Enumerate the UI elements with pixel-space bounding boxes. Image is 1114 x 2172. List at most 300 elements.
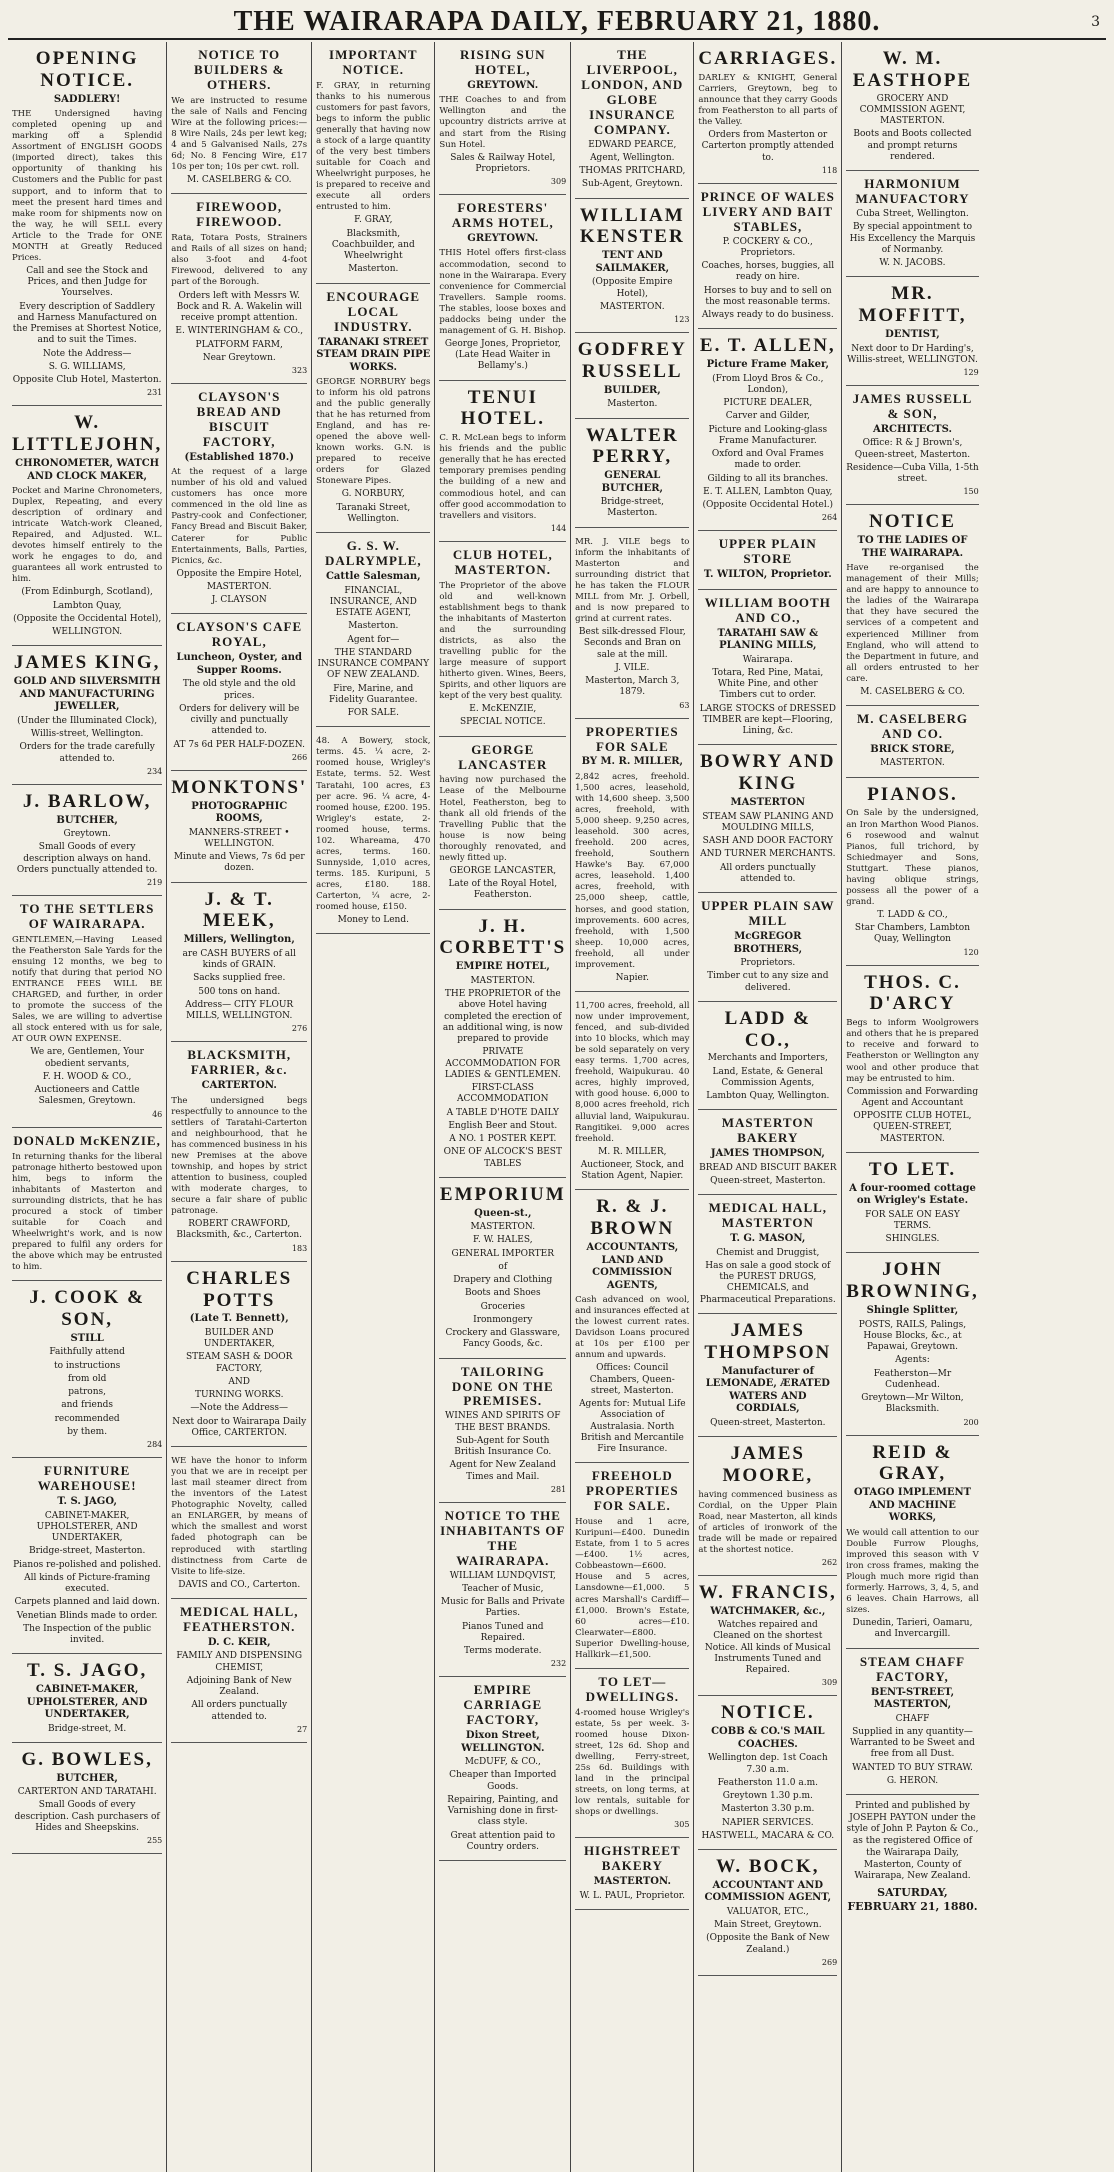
ad-reference-number: 281	[550, 1484, 567, 1494]
ad-line: By special appointment to His Excellency the Marquis of Normanby.	[849, 222, 976, 255]
ad-line: Merchants and Importers,	[707, 1053, 828, 1064]
ad-body: 4-roomed house Wrigley's estate, 5s per week. 3-roomed house Dixon-street, 12s 6d. Shop and dwelling, Ferry-street, 25s 6d. Buildings with land in the principal streets, on long terms, at low rentals, suitable for shops or dwellings.	[575, 1707, 690, 1818]
ad-title: MR. MOFFITT,	[858, 283, 967, 327]
ad-line: HASTWELL, MACARA & CO.	[701, 1830, 835, 1841]
ad-subtitle: Dixon Street, WELLINGTON.	[461, 1730, 545, 1754]
ad-line: Blacksmith, Coachbuilder, and Wheelwright	[331, 228, 415, 262]
ad-body: WE have the honor to inform you that we are in receipt per last mail steamer direct from the inventors of the Latest Photographic Novelty, called an ENLARGER, by means of which the smallest and worst faded photograph can be reproduced with startling distinctness from Carte de Visite to life-size.	[171, 1456, 308, 1577]
ad-subtitle: BRICK STORE,	[870, 743, 955, 755]
ad-line: Boots and Shoes	[464, 1288, 541, 1299]
column-6	[694, 42, 842, 2172]
ad-line: Bridge-street, Masterton.	[28, 1546, 146, 1557]
advertisement	[439, 1178, 566, 1359]
ad-line: EDWARD PEARCE,	[588, 139, 677, 150]
ad-line: P. COCKERY & CO., Proprietors.	[722, 236, 813, 258]
ad-line: Orders for delivery will be civilly and punctually attended to.	[179, 703, 300, 737]
ad-line: Masterton 3.30 p.m.	[721, 1804, 815, 1815]
ad-line: Pianos Tuned and Repaired.	[462, 1621, 544, 1643]
ad-title: LADD & CO.,	[724, 1007, 812, 1051]
ad-line: Terms moderate.	[464, 1646, 542, 1657]
advertisement	[12, 1743, 162, 1854]
ad-title: W. M. EASTHOPE	[852, 48, 973, 91]
ad-body: At the request of a large number of his old and valued customers has once more commenced in the old line as Pastry-cook and Confectioner, Fancy Bread and Biscuit Baker, Caterer for Public Entertainments, Balls, Parties, Picnics, &c.	[171, 467, 308, 566]
ad-line: Dunedin, Tarieri, Oamaru, and Invercargill.	[852, 1618, 973, 1640]
ad-title: HARMONIUM MANUFACTORY	[855, 176, 970, 207]
ad-line: DAVIS and CO., Carterton.	[178, 1579, 301, 1590]
ad-reference-number: 63	[679, 700, 690, 710]
ad-subtitle: Manufacturer of LEMONADE, ÆRATED WATERS AND CORDIALS,	[705, 1365, 830, 1415]
ad-line: Residence—Cuba Villa, 1-5th street.	[846, 462, 979, 485]
ad-line: BREAD AND BISCUIT BAKER	[699, 1162, 837, 1173]
ad-line: (From Edinburgh, Scotland),	[21, 587, 153, 598]
ad-title: GEORGE LANCASTER	[458, 741, 548, 772]
advertisement	[171, 384, 307, 614]
advertisement	[171, 1447, 307, 1599]
ad-line: Orders left with Messrs W. Bock and R. A. Wakelin will receive prompt attention.	[176, 290, 302, 323]
advertisement	[698, 184, 837, 330]
ad-line: McDUFF, & CO.,	[464, 1757, 541, 1768]
ad-title: MEDICAL HALL, MASTERTON	[708, 1200, 828, 1231]
ad-subtitle: Millers, Wellington,	[183, 934, 295, 946]
ad-line: Commission and Forwarding Agent and Accountant	[846, 1086, 979, 1108]
ad-title: FREEHOLD PROPERTIES FOR SALE.	[585, 1468, 679, 1514]
advertisement	[846, 505, 979, 706]
ad-line: (Opposite the Bank of New Zealand.)	[706, 1933, 830, 1955]
advertisement	[575, 1463, 689, 1668]
ad-line: to instructions	[54, 1360, 121, 1371]
ad-line: Fire, Marine, and Fidelity Guarantee.	[329, 683, 418, 705]
ad-line: Always ready to do business.	[701, 310, 834, 321]
advertisement	[171, 883, 307, 1043]
ad-line: SHINGLES.	[885, 1234, 940, 1245]
advertisement	[439, 737, 566, 910]
ad-subtitle: A four-roomed cottage on Wrigley's Estate.	[849, 1182, 976, 1207]
ad-line: GENERAL IMPORTER	[451, 1248, 555, 1259]
ad-line: MASTERTON.	[206, 581, 272, 592]
advertisement	[316, 42, 430, 284]
ad-reference-number: 120	[963, 947, 979, 957]
ad-subtitle: COBB & CO.'S MAIL COACHES.	[711, 1726, 825, 1750]
ad-line: Sacks supplied free.	[193, 973, 286, 984]
ad-subtitle: PHOTOGRAPHIC ROOMS,	[191, 800, 288, 825]
ad-subtitle: (Late T. Bennett),	[189, 1313, 289, 1325]
ad-subtitle: TO THE LADIES OF THE WAIRARAPA.	[857, 535, 968, 559]
ad-line: Star Chambers, Lambton Quay, Wellington	[854, 923, 971, 945]
ad-line: Proprietors.	[740, 958, 796, 969]
ad-title: DONALD McKENZIE,	[13, 1132, 161, 1148]
advertisement	[698, 745, 837, 893]
ad-line: Greytown—Mr Wilton, Blacksmith.	[861, 1393, 964, 1415]
ad-title: NOTICE.	[720, 1702, 815, 1724]
ad-line: J. VILE.	[615, 662, 650, 673]
advertisement	[575, 992, 689, 1190]
masthead-title: THE WAIRARAPA DAILY, FEBRUARY 21, 1880.	[233, 6, 881, 37]
ad-title: TO LET—DWELLINGS.	[585, 1673, 680, 1704]
ad-line: LARGE STOCKS of DRESSED TIMBER are kept—Flooring, Lining, &c.	[699, 703, 836, 737]
ad-reference-number: 27	[296, 1724, 308, 1734]
ad-subtitle: BUILDER,	[603, 384, 661, 396]
ad-line: Lambton Quay, Wellington.	[706, 1091, 830, 1102]
ad-line: Horses to buy and to sell on the most reasonable terms.	[703, 285, 832, 307]
ad-line: MANNERS-STREET • WELLINGTON.	[188, 827, 290, 849]
ad-line: Greytown 1.30 p.m.	[722, 1791, 813, 1802]
advertisement	[12, 896, 162, 1128]
ad-reference-number: 150	[963, 487, 979, 497]
ad-line: OPPOSITE CLUB HOTEL, QUEEN-STREET, MASTERTON.	[853, 1111, 972, 1144]
ad-line: Faithfully attend	[49, 1347, 125, 1358]
ad-line: NAPIER SERVICES.	[722, 1817, 814, 1828]
ad-body: 2,842 acres, freehold. 1,500 acres, leasehold, with 14,600 sheep. 3,500 acres, freehold, with 5,000 sheep. 9,250 acres, leasehold. 300 acres, freehold. 200 acres, freehold, Southern Hawke's Bay. 67,000 acres, leasehold. 1,400 acres, freehold, with 25,000 sheep, cattle, horses, and good station, improvements. 600 acres, freehold, with 1,500 sheep. 10,000 acres, freehold, all under improvement.	[575, 771, 690, 970]
ad-line: Supplied in any quantity—Warranted to be Sweet and free from all Dust.	[850, 1726, 975, 1760]
ad-line: SPECIAL NOTICE.	[459, 717, 546, 728]
issue-date: SATURDAY, FEBRUARY 21, 1880.	[847, 1885, 978, 1914]
advertisement	[575, 1669, 689, 1838]
ad-title: OPENING NOTICE.	[35, 48, 139, 91]
ad-line: Small Goods of every description always on hand. Orders punctually attended to.	[16, 842, 158, 875]
ad-title: M. CASELBERG AND CO.	[856, 710, 968, 741]
ad-line: F. W. HALES,	[473, 1235, 533, 1246]
ad-line: FAMILY AND DISPENSING CHEMIST,	[176, 1651, 303, 1673]
ad-line: Taranaki Street, Wellington.	[336, 502, 411, 524]
advertisement	[698, 1314, 837, 1437]
ad-line: AND TURNER MERCHANTS.	[700, 849, 836, 860]
ad-line: The old style and the old prices.	[182, 679, 296, 701]
advertisement	[171, 771, 307, 883]
ad-line: Sub-Agent, Greytown.	[581, 179, 683, 190]
ad-reference-number: 46	[152, 1109, 163, 1119]
ad-line: Best silk-dressed Flour, Seconds and Bran on sale at the mill.	[578, 627, 686, 660]
ad-subtitle: GENERAL BUTCHER,	[601, 470, 664, 494]
ad-line: patrons,	[68, 1387, 107, 1398]
advertisement	[846, 171, 979, 277]
advertisement	[575, 1838, 689, 1910]
ad-title: THOS. C. D'ARCY	[864, 971, 961, 1015]
ad-line: Cuba Street, Wellington.	[856, 209, 969, 220]
ad-body: Cash advanced on wool, and insurances effected at the lowest current rates. Davidson Loans procured at 10s per £100 per annum and upwards.	[575, 1295, 690, 1361]
ad-line: THOMAS PRITCHARD,	[579, 166, 686, 177]
ad-title: CLAYSON'S CAFE ROYAL,	[176, 619, 303, 650]
ad-line: E. T. ALLEN, Lambton Quay,	[703, 486, 833, 497]
advertisement	[846, 386, 979, 505]
ad-line: Coaches, horses, buggies, all ready on hire.	[701, 261, 835, 283]
ad-body: The undersigned begs respectfully to announce to the settlers of Taratahi-Carterton and neighbourhood, that he has commenced business in his new Premises at the above township, and hopes by strict attention to business, coupled with moderate charges, to secure a fair share of public patronage.	[171, 1095, 308, 1217]
ad-line: G. HERON.	[886, 1775, 939, 1786]
ad-line: —Note the Address—	[190, 1403, 289, 1414]
advertisement	[698, 1002, 837, 1111]
ad-line: All orders punctually attended to.	[719, 862, 816, 884]
ad-line: Venetian Blinds made to order.	[16, 1610, 158, 1621]
ad-title: CARRIAGES.	[698, 48, 838, 69]
advertisement	[171, 1599, 307, 1743]
ad-line: Money to Lend.	[337, 915, 409, 926]
ad-line: Sub-Agent for South British Insurance Co.	[454, 1435, 552, 1458]
ad-line: Next door to Dr Harding's, Willis-street, WELLINGTON.	[847, 343, 978, 365]
ad-title: WILLIAM BOOTH AND CO.,	[704, 594, 831, 625]
ad-body: Have re-organised the management of their Mills; and are happy to announce to the ladies of the Wairarapa that they have secured the services of a competent and experienced Milliner from England, who will attend to the Department in future, and all orders entrusted to her care.	[846, 563, 979, 684]
ad-title: PIANOS.	[867, 783, 958, 805]
ad-line: Bridge-street, M.	[47, 1723, 127, 1734]
advertisement	[698, 531, 837, 589]
ad-title: UPPER PLAIN STORE	[718, 536, 817, 567]
ad-line: TURNING WORKS.	[194, 1390, 284, 1401]
ad-line: Chemist and Druggist,	[716, 1247, 820, 1258]
ad-body: Rata, Totara Posts, Strainers and Rails of all sizes on hand; also 3-foot and 4-foot Firewood, delivered to any part of the Borough.	[171, 233, 308, 288]
column-3	[312, 42, 435, 2172]
ad-line: Small Goods of every description. Cash purchasers of Hides and Sheepskins.	[14, 1800, 160, 1833]
ad-title: TENUI HOTEL.	[460, 386, 545, 430]
ad-line: Auctioneer, Stock, and Station Agent, Napier.	[580, 1159, 684, 1182]
ad-title: HIGHSTREET BAKERY	[583, 1843, 681, 1874]
ad-line: Timber cut to any size and delivered.	[707, 971, 829, 993]
advertisement	[12, 1654, 162, 1743]
ad-line: Next door to Wairarapa Daily Office, CARTERTON.	[172, 1416, 307, 1438]
ad-title: JAMES RUSSELL & SON,	[852, 391, 973, 421]
advertisement	[12, 406, 162, 646]
ad-title: TO LET.	[868, 1158, 957, 1180]
ad-line: by them.	[67, 1426, 108, 1437]
ad-title: R. & J. BROWN	[590, 1196, 675, 1240]
ad-line: PICTURE DEALER,	[723, 398, 813, 409]
ad-subtitle: SADDLERY!	[53, 93, 121, 105]
advertisement	[846, 42, 979, 171]
ad-line: S. G. WILLIAMS,	[48, 361, 126, 372]
ad-line: STEAM SAW PLANING AND MOULDING MILLS,	[702, 811, 834, 833]
column-5	[571, 42, 694, 2172]
ad-reference-number: 264	[821, 513, 838, 523]
ad-line: GEORGE LANCASTER,	[449, 865, 557, 876]
ad-line: Sales & Railway Hotel, Proprietors.	[450, 152, 556, 174]
ad-line: Gilding to all its branches.	[707, 473, 829, 484]
ad-body: 11,700 acres, freehold, all now under improvement, fenced, and sub-divided into 10 blocks, which may be sold separately on very easy terms. 1,700 acres, freehold, Waipukurau. 40 acres, highly improved, with good house. 6,000 to 8,000 acres freehold, rich alluvial land, Waipukurau. Rangitikei. 9,000 acres freehold.	[575, 1001, 690, 1144]
ad-subtitle: ACCOUNTANTS, LAND AND COMMISSION AGENTS,	[586, 1242, 679, 1291]
ad-line: THE STANDARD INSURANCE COMPANY OF NEW ZEALAND.	[317, 647, 430, 681]
ad-title: THE LIVERPOOL, LONDON, AND GLOBE INSURANCE COMPANY.	[581, 47, 684, 137]
advertisement	[171, 1262, 307, 1447]
advertisement	[846, 1253, 979, 1435]
advertisement	[316, 284, 430, 534]
ad-subtitle: MASTERTON	[730, 797, 806, 809]
advertisement	[698, 1437, 837, 1576]
advertisement	[12, 1128, 162, 1281]
ad-title: BLACKSMITH, FARRIER, &c.	[187, 1047, 292, 1078]
ad-line: The Inspection of the public invited.	[23, 1623, 152, 1645]
ad-body: MR. J. VILE begs to inform the inhabitants of Masterton and surrounding district that he has taken the FLOUR MILL from Mr. J. Orbell, and is now prepared to grind at current rates.	[575, 536, 690, 625]
ad-line: ONE OF ALCOCK'S BEST TABLES	[443, 1147, 562, 1169]
ad-line: STEAM SASH & DOOR FACTORY,	[185, 1352, 293, 1374]
ad-subtitle: T. S. JAGO,	[57, 1496, 117, 1507]
advertisement	[846, 277, 979, 386]
ad-body: having now purchased the Lease of the Melbourne Hotel, Featherston, beg to thank all old friends of the Travelling Public that the house is now being thoroughly renovated, and newly fitted up.	[439, 775, 567, 863]
advertisement	[846, 1649, 979, 1795]
ad-reference-number: 269	[821, 1957, 838, 1967]
ad-title: EMPORIUM	[439, 1183, 566, 1205]
ad-line: PRIVATE ACCOMMODATION FOR LADIES & GENTLEMEN.	[444, 1047, 561, 1080]
advertisement	[439, 1359, 566, 1503]
ad-subtitle: McGREGOR BROTHERS,	[733, 931, 803, 955]
ad-line: ROBERT CRAWFORD, Blacksmith, &c., Carterton.	[176, 1219, 303, 1241]
advertisement	[12, 1458, 162, 1654]
ad-title: NOTICE TO BUILDERS & OTHERS.	[193, 47, 285, 92]
ad-subtitle: TENT AND SAILMAKER,	[595, 250, 670, 274]
ad-body: THE Coaches to and from Wellington and the upcountry districts arrive at and start from the Rising Sun Hotel.	[439, 95, 567, 150]
ad-line: Teacher of Music,	[462, 1583, 544, 1594]
ad-line: Agent for—	[347, 634, 400, 645]
ad-title: W. FRANCIS,	[698, 1581, 837, 1603]
advertisement	[12, 785, 162, 896]
advertisement	[575, 333, 689, 418]
ad-line: Pianos re-polished and polished.	[13, 1559, 162, 1570]
advertisement	[846, 1436, 979, 1649]
ad-line: SASH AND DOOR FACTORY	[702, 836, 833, 847]
ad-title: G. S. W. DALRYMPLE,	[325, 538, 422, 569]
ad-title: JOHN BROWNING,	[846, 1259, 979, 1303]
ad-title: T. S. JAGO,	[26, 1660, 148, 1682]
ad-reference-number: 309	[821, 1678, 838, 1688]
ad-line: A TABLE D'HOTE DAILY	[446, 1107, 559, 1118]
ad-subtitle: (Established 1870.)	[184, 451, 294, 463]
ad-subtitle: GREYTOWN.	[467, 232, 539, 244]
ad-line: GROCERY AND COMMISSION AGENT, MASTERTON.	[859, 93, 966, 127]
ad-body: GEORGE NORBURY begs to inform his old patrons and the public generally that he has returned from England, and has re-opened the above well-known works. G.N. is prepared to receive orders for Glazed Stoneware Pipes.	[316, 377, 431, 487]
ad-line: MASTERTON.	[880, 758, 945, 769]
ad-subtitle: ARCHITECTS.	[872, 423, 952, 435]
ad-line: (Opposite the Occidental Hotel),	[13, 613, 162, 624]
ad-title: PROPERTIES FOR SALE	[585, 723, 679, 754]
ad-reference-number: 144	[550, 523, 567, 533]
ad-line: POSTS, RAILS, Palings, House Blocks, &c., at Papawai, Greytown.	[858, 1319, 967, 1353]
ad-body: DARLEY & KNIGHT, General Carriers, Greytown, beg to announce that they carry Goods from Featherston to all parts of the Valley.	[698, 72, 838, 128]
ad-line: (Opposite Empire Hotel),	[592, 277, 673, 299]
ad-subtitle: TARATAHI SAW & PLANING MILLS,	[717, 627, 819, 652]
page-number: 3	[1091, 14, 1100, 30]
ad-subtitle: Picture Frame Maker,	[706, 359, 829, 371]
ad-line: All orders punctually attended to.	[191, 1700, 288, 1722]
ad-line: Watches repaired and Cleaned on the shortest Notice. All kinds of Musical Instruments Tuned and Repaired.	[704, 1620, 831, 1676]
ad-line: A NO. 1 POSTER KEPT.	[449, 1134, 557, 1144]
ad-line: VALUATOR, ETC.,	[726, 1906, 809, 1917]
ad-title: NOTICE	[868, 511, 956, 533]
ad-reference-number: 123	[674, 315, 690, 325]
imprint-text: Printed and published by JOSEPH PAYTON under the style of John P. Payton & Co., as the registered Office of the Wairarapa Daily, Masterton, County of Wairarapa, New Zealand.	[846, 1801, 979, 1882]
advertisement	[439, 195, 566, 381]
ad-reference-number: 118	[821, 165, 838, 175]
ad-title: JAMES KING,	[13, 652, 161, 674]
ad-body: 48. A Bowery, stock, terms. 45. ¼ acre, 2-roomed house, Wrigley's Estate, terms. 52. West Taratahi, 100 acres, £3 per acre. 96. ¼ acre, 4-roomed house, £200. 195. Wrigley's estate, 2-roomed house, terms. 102. Whareama, 470 acres, terms. 160. Sunnyside, 1,010 acres, terms. 185. Kuripuni, 5 acres, £180. 188. Carterton, ¼ acre, 2-roomed house, £150.	[316, 736, 431, 913]
ad-line: Masterton, March 3, 1879.	[585, 676, 680, 698]
advertisement	[698, 329, 837, 531]
ad-line: Agent, Wellington.	[590, 152, 675, 163]
ad-line: Address— CITY FLOUR MILLS, WELLINGTON.	[185, 999, 294, 1022]
advertisement	[439, 42, 566, 195]
advertisement	[698, 42, 837, 184]
advertisement	[12, 42, 162, 406]
ad-line: M. CASELBERG & CO.	[186, 175, 292, 186]
ad-title: FORESTERS' ARMS HOTEL,	[451, 200, 554, 231]
ad-body: In returning thanks for the liberal patronage hitherto bestowed upon him, begs to inform the inhabitants of Masterton and surrounding districts, that he has procured a stock of timber suitable for Coach and Wheelwright's work, and is now prepared to fulfil any orders for the above which may be entrusted to him.	[12, 1151, 163, 1273]
ad-subtitle: BUTCHER,	[56, 1772, 118, 1784]
ad-line: PLATFORM FARM,	[195, 339, 283, 350]
ad-subtitle: MASTERTON.	[593, 1876, 671, 1887]
ad-subtitle: Shingle Splitter,	[866, 1305, 959, 1317]
ad-title: WILLIAM KENSTER	[579, 204, 685, 248]
ad-line: FINANCIAL, INSURANCE, AND ESTATE AGENT,	[329, 585, 417, 619]
ad-line: Agent for New Zealand Times and Mail.	[449, 1460, 556, 1482]
ad-subtitle: CHRONOMETER, WATCH AND CLOCK MAKER,	[15, 458, 160, 482]
ad-line: Offices: Council Chambers, Queen-street, Masterton.	[589, 1363, 675, 1396]
ad-line: Great attention paid to Country orders.	[450, 1830, 556, 1852]
advertisement	[439, 542, 566, 737]
ad-title: MEDICAL HALL, FEATHERSTON.	[179, 1603, 299, 1634]
advertisement	[698, 1576, 837, 1697]
masthead	[8, 6, 1106, 40]
ad-line: Auctioneers and Cattle Salesmen, Greytown.	[34, 1085, 140, 1107]
advertisement	[575, 528, 689, 719]
ad-subtitle: CABINET-MAKER, UPHOLSTERER, AND UNDERTAKER,	[26, 1684, 148, 1721]
advertisement	[316, 533, 430, 727]
ad-line: (From Lloyd Bros & Co., London),	[712, 373, 824, 395]
columns	[8, 42, 1106, 2172]
ad-line: We are, Gentlemen, Your obedient servants,	[30, 1047, 144, 1069]
advertisement	[698, 590, 837, 746]
ad-line: Has on sale a good stock of the PUREST DRUGS, CHEMICALS, and Pharmaceutical Preparations.	[699, 1260, 836, 1305]
ad-title: J. & T. MEEK,	[202, 888, 276, 932]
ad-line: Music for Balls and Private Parties.	[440, 1597, 565, 1619]
ad-line: Ironmongery	[473, 1314, 533, 1325]
ad-subtitle: Luncheon, Oyster, and Supper Rooms.	[176, 652, 303, 676]
ad-title: TAILORING DONE ON THE PREMISES.	[451, 1363, 554, 1409]
ad-line: Agents:	[895, 1355, 930, 1366]
ad-line: Wairarapa.	[742, 654, 793, 665]
ad-line: English Beer and Stout.	[448, 1120, 558, 1131]
advertisement	[12, 1281, 162, 1458]
ad-line: (Under the Illuminated Clock),	[17, 715, 158, 726]
ad-title: CLUB HOTEL, MASTERTON.	[452, 546, 553, 577]
ad-title: ENCOURAGE LOCAL INDUSTRY.	[326, 288, 421, 334]
ad-title: NOTICE TO THE INHABITANTS OF THE WAIRARAPA.	[440, 1507, 566, 1568]
ad-line: Featherston 11.0 a.m.	[717, 1777, 818, 1788]
ad-line: 500 tons on hand.	[198, 986, 281, 997]
ad-line: F. GRAY,	[354, 215, 393, 226]
ad-body: THIS Hotel offers first-class accommodation, second to none in the Wairarapa. Every convenience for Commercial Travellers. Sample rooms. The stables, loose boxes and paddocks being under the management of G. H. Bishop.	[439, 248, 567, 336]
ad-line: Agents for: Mutual Life Association of Australasia. North British and Mercantile Fire Insurance.	[579, 1399, 686, 1455]
ad-subtitle: T. G. MASON,	[730, 1233, 806, 1245]
ad-line: Adjoining Bank of New Zealand.	[186, 1675, 292, 1698]
ad-line: FOR SALE ON EASY TERMS.	[865, 1209, 960, 1231]
advertisement	[316, 727, 430, 934]
ad-line: Opposite the Empire Hotel,	[176, 568, 302, 579]
ad-reference-number: 200	[963, 1417, 979, 1427]
ad-line: MASTERTON.	[599, 301, 665, 312]
ad-line: Orders from Masterton or Carterton promptly attended to.	[701, 130, 834, 163]
ad-line: CABINET-MAKER, UPHOLSTERER, AND UNDERTAKER,	[36, 1510, 138, 1543]
advertisement	[698, 1696, 837, 1850]
ad-reference-number: 309	[550, 177, 567, 187]
ad-line: Opposite Club Hotel, Masterton.	[12, 375, 162, 386]
ad-line: Masterton.	[348, 621, 399, 632]
ad-line: Land, Estate, & General Commission Agents,	[712, 1066, 824, 1088]
ad-title: EMPIRE CARRIAGE FACTORY,	[463, 1682, 543, 1728]
ad-line: Carpets planned and laid down.	[14, 1597, 160, 1608]
ad-line: Office: R & J Brown's, Queen-street, Masterton.	[854, 438, 971, 460]
ad-line: WINES AND SPIRITS OF THE BEST BRANDS.	[445, 1411, 561, 1433]
ad-title: REID & GRAY,	[872, 1441, 953, 1485]
advertisement	[171, 614, 307, 770]
advertisement	[846, 1153, 979, 1254]
ad-line: AND	[228, 1376, 251, 1387]
ad-body: The Proprietor of the above old and well-known establishment begs to thank the inhabitants of Masterton and the surrounding districts, as also the travelling public for the large measure of support hitherto given. Wines, Beers, Spirits, and other liquors are kept of the very best quality.	[439, 580, 567, 702]
ad-line: Boots and Boots collected and prompt returns rendered.	[853, 129, 972, 162]
ad-line: MASTERTON.	[470, 975, 536, 986]
